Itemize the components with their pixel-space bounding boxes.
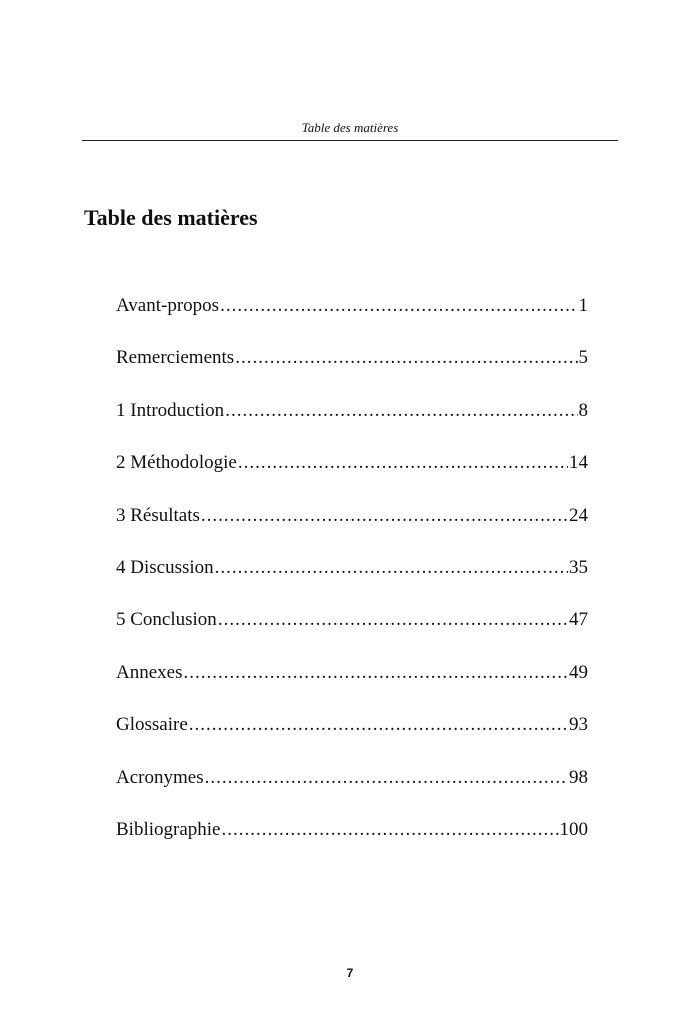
toc-entry-bibliographie[interactable] [116,816,588,868]
toc-page-number: 93 [569,714,588,736]
dot-leader [225,397,577,425]
toc-entry-glossaire[interactable] [116,711,588,763]
toc-entry-annexes[interactable] [116,659,588,711]
toc-page-number: 14 [569,452,588,474]
toc-label: Acronymes [116,766,204,788]
toc-label: Bibliographie [116,818,221,840]
dot-leader [201,502,568,530]
dot-leader [238,449,568,477]
running-header: Table des matières [301,120,399,135]
toc-entry-remerciements[interactable] [116,344,588,396]
dot-leader [218,606,568,634]
dot-leader [221,816,558,844]
toc-label: Annexes [116,661,183,683]
toc-label: 4 Discussion [116,556,214,578]
toc-page-number: 1 [578,295,588,316]
toc-entry-introduction[interactable] [116,397,588,449]
toc-entry-methodologie[interactable] [116,449,588,501]
toc-label: 5 Conclusion [116,609,217,631]
dot-leader [183,659,568,687]
toc-page-number: 100 [559,818,588,840]
toc-entry-avant-propos[interactable] [116,292,588,344]
page-number: 7 [346,966,354,980]
toc-label: Glossaire [116,714,188,736]
toc-entry-discussion[interactable] [116,554,588,606]
toc-page-number: 5 [578,347,588,369]
toc-page-number: 8 [578,399,588,421]
header-rule [82,140,618,141]
dot-leader [189,711,568,739]
toc-entry-acronymes[interactable] [116,764,588,816]
toc-label: 3 Résultats [116,504,200,526]
toc-label: Remerciements [116,347,235,369]
dot-leader [235,344,577,372]
toc-entry-conclusion[interactable] [116,606,588,658]
toc-page-number: 35 [569,556,588,578]
toc-page-number: 24 [569,504,588,526]
toc-page-number: 98 [569,766,588,788]
toc-label: 1 Introduction [116,399,225,421]
page-title: Table des matières [84,205,258,230]
toc-entry-resultats[interactable] [116,502,588,554]
toc-label: Avant-propos [116,295,220,316]
dot-leader [220,292,577,320]
toc-page-number: 49 [569,661,588,683]
toc-label: 2 Méthodologie [116,452,237,474]
toc-page-number: 47 [569,609,588,631]
dot-leader [215,554,568,582]
table-of-contents [116,292,588,868]
dot-leader [205,764,568,792]
